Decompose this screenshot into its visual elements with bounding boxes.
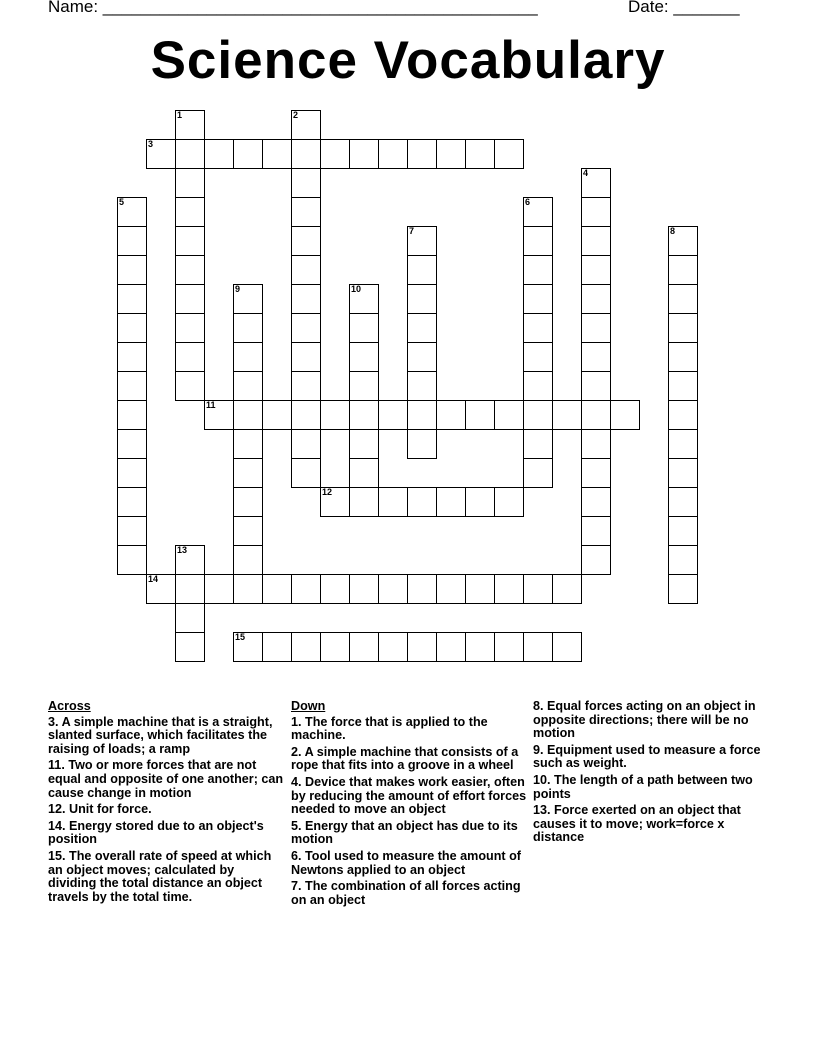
crossword-cell[interactable] bbox=[233, 371, 263, 401]
crossword-cell[interactable] bbox=[320, 139, 350, 169]
crossword-cell[interactable] bbox=[349, 313, 379, 343]
clue-number-label: 2 bbox=[293, 110, 299, 120]
crossword-cell[interactable] bbox=[233, 545, 263, 575]
crossword-cell[interactable] bbox=[233, 516, 263, 546]
crossword-cell[interactable] bbox=[117, 458, 147, 488]
down-heading: Down bbox=[291, 699, 326, 713]
across-clues bbox=[48, 700, 284, 907]
crossword-cell[interactable] bbox=[581, 545, 611, 575]
crossword-cell[interactable] bbox=[175, 168, 205, 198]
crossword-cell[interactable] bbox=[436, 139, 466, 169]
crossword-cell[interactable] bbox=[175, 545, 205, 575]
clue-number: 8. bbox=[533, 699, 544, 713]
clue-number: 1. bbox=[291, 714, 302, 729]
crossword-cell[interactable] bbox=[465, 139, 495, 169]
crossword-cell[interactable] bbox=[407, 574, 437, 604]
clue-number-label: 13 bbox=[177, 545, 188, 555]
crossword-cell[interactable] bbox=[291, 255, 321, 285]
crossword-cell[interactable] bbox=[523, 284, 553, 314]
crossword-cell[interactable] bbox=[291, 458, 321, 488]
crossword-cell[interactable] bbox=[233, 632, 263, 662]
crossword-cell[interactable] bbox=[117, 545, 147, 575]
crossword-cell[interactable] bbox=[175, 632, 205, 662]
crossword-cell[interactable] bbox=[378, 632, 408, 662]
down-clues-continued bbox=[533, 700, 773, 848]
clue-item bbox=[291, 746, 529, 773]
crossword-cell[interactable] bbox=[291, 226, 321, 256]
crossword-cell[interactable] bbox=[117, 313, 147, 343]
crossword-cell[interactable] bbox=[465, 632, 495, 662]
clue-number-label: 4 bbox=[583, 168, 589, 178]
crossword-cell[interactable] bbox=[552, 632, 582, 662]
clue-number-label: 5 bbox=[119, 197, 125, 207]
crossword-cell[interactable] bbox=[349, 487, 379, 517]
crossword-cell[interactable] bbox=[233, 458, 263, 488]
crossword-cell[interactable] bbox=[465, 400, 495, 430]
crossword-cell[interactable] bbox=[117, 429, 147, 459]
clue-number: 10. bbox=[533, 772, 551, 787]
clue-number: 3. bbox=[48, 714, 59, 729]
clue-item bbox=[291, 820, 529, 847]
clue-number: 4. bbox=[291, 774, 302, 789]
crossword-cell[interactable] bbox=[117, 487, 147, 517]
crossword-cell[interactable] bbox=[117, 255, 147, 285]
crossword-cell[interactable] bbox=[668, 516, 698, 546]
crossword-cell[interactable] bbox=[436, 632, 466, 662]
clue-number: 14. bbox=[48, 818, 66, 833]
crossword-cell[interactable] bbox=[204, 574, 234, 604]
crossword-cell[interactable] bbox=[291, 429, 321, 459]
crossword-cell[interactable] bbox=[581, 371, 611, 401]
crossword-cell[interactable] bbox=[581, 516, 611, 546]
clue-number-label: 9 bbox=[235, 284, 241, 294]
crossword-cell[interactable] bbox=[523, 632, 553, 662]
crossword-cell[interactable] bbox=[668, 429, 698, 459]
clue-item bbox=[291, 850, 529, 877]
clue-number: 9. bbox=[533, 742, 544, 757]
crossword-cell[interactable] bbox=[320, 400, 350, 430]
crossword-cell[interactable] bbox=[349, 139, 379, 169]
crossword-cell[interactable] bbox=[349, 429, 379, 459]
crossword-cell[interactable] bbox=[581, 284, 611, 314]
crossword-cell[interactable] bbox=[233, 487, 263, 517]
crossword-cell[interactable] bbox=[668, 313, 698, 343]
crossword-cell[interactable] bbox=[407, 226, 437, 256]
clue-text: Energy stored due to an object's position bbox=[48, 818, 264, 847]
crossword-cell[interactable] bbox=[320, 487, 350, 517]
crossword-cell[interactable] bbox=[668, 255, 698, 285]
crossword-cell[interactable] bbox=[291, 139, 321, 169]
clue-item bbox=[533, 700, 773, 741]
crossword-cell[interactable] bbox=[320, 574, 350, 604]
crossword-cell[interactable] bbox=[204, 400, 234, 430]
clue-number: 2. bbox=[291, 744, 302, 759]
crossword-cell[interactable] bbox=[320, 632, 350, 662]
down-clues bbox=[291, 700, 529, 910]
crossword-cell[interactable] bbox=[668, 284, 698, 314]
crossword-cell[interactable] bbox=[407, 487, 437, 517]
crossword-cell[interactable] bbox=[668, 226, 698, 256]
crossword-cell[interactable] bbox=[523, 429, 553, 459]
crossword-cell[interactable] bbox=[117, 516, 147, 546]
crossword-cell[interactable] bbox=[465, 574, 495, 604]
crossword-cell[interactable] bbox=[291, 400, 321, 430]
crossword-cell[interactable] bbox=[552, 574, 582, 604]
clue-text: A simple machine that consists of a rope that fits into a groove in a wheel bbox=[291, 744, 519, 773]
crossword-cell[interactable] bbox=[523, 400, 553, 430]
crossword-cell[interactable] bbox=[175, 342, 205, 372]
clue-item bbox=[48, 759, 284, 800]
crossword-cell[interactable] bbox=[668, 342, 698, 372]
crossword-cell[interactable] bbox=[349, 632, 379, 662]
clue-text: Device that makes work easier, often by reducing the amount of effort forces needed to move an object bbox=[291, 774, 527, 817]
crossword-cell[interactable] bbox=[523, 371, 553, 401]
crossword-cell[interactable] bbox=[175, 139, 205, 169]
crossword-cell[interactable] bbox=[262, 632, 292, 662]
crossword-cell[interactable] bbox=[117, 197, 147, 227]
clue-number: 11. bbox=[48, 758, 65, 773]
crossword-cell[interactable] bbox=[204, 139, 234, 169]
date-field-label: Date: _______ bbox=[628, 0, 740, 16]
crossword-cell[interactable] bbox=[378, 574, 408, 604]
clue-number-label: 14 bbox=[148, 574, 159, 584]
crossword-cell[interactable] bbox=[407, 284, 437, 314]
crossword-cell[interactable] bbox=[523, 458, 553, 488]
crossword-cell[interactable] bbox=[146, 574, 176, 604]
crossword-cell[interactable] bbox=[262, 574, 292, 604]
crossword-cell[interactable] bbox=[262, 400, 292, 430]
clue-text: Force exerted on an object that causes it to move; work=force x distance bbox=[533, 803, 741, 845]
crossword-cell[interactable] bbox=[407, 139, 437, 169]
crossword-cell[interactable] bbox=[175, 197, 205, 227]
crossword-cell[interactable] bbox=[581, 487, 611, 517]
crossword-cell[interactable] bbox=[117, 342, 147, 372]
crossword-cell[interactable] bbox=[494, 139, 524, 169]
clue-number-label: 1 bbox=[177, 110, 183, 120]
clue-item bbox=[533, 744, 773, 771]
crossword-cell[interactable] bbox=[581, 458, 611, 488]
page-title: Science Vocabulary bbox=[150, 31, 666, 90]
clue-text: Unit for force. bbox=[69, 802, 152, 817]
clue-item bbox=[533, 804, 773, 845]
crossword-cell[interactable] bbox=[523, 313, 553, 343]
crossword-cell[interactable] bbox=[523, 342, 553, 372]
clue-number-label: 11 bbox=[206, 400, 216, 410]
clue-text: A simple machine that is a straight, slanted surface, which facilitates the raising of loads; a ramp bbox=[48, 714, 273, 756]
crossword-cell[interactable] bbox=[523, 574, 553, 604]
crossword-cell[interactable] bbox=[117, 284, 147, 314]
crossword-cell[interactable] bbox=[233, 139, 263, 169]
clue-item bbox=[48, 716, 284, 757]
crossword-cell[interactable] bbox=[436, 400, 466, 430]
crossword-cell[interactable] bbox=[233, 574, 263, 604]
crossword-cell[interactable] bbox=[233, 284, 263, 314]
crossword-cell[interactable] bbox=[378, 400, 408, 430]
crossword-cell[interactable] bbox=[175, 603, 205, 633]
crossword-cell[interactable] bbox=[610, 400, 640, 430]
crossword-cell[interactable] bbox=[668, 545, 698, 575]
clue-text: Tool used to measure the amount of Newtons applied to an object bbox=[291, 848, 521, 877]
crossword-cell[interactable] bbox=[291, 168, 321, 198]
crossword-cell[interactable] bbox=[349, 284, 379, 314]
crossword-cell[interactable] bbox=[581, 400, 611, 430]
crossword-cell[interactable] bbox=[581, 226, 611, 256]
crossword-cell[interactable] bbox=[407, 400, 437, 430]
crossword-cell[interactable] bbox=[523, 226, 553, 256]
clue-number: 15. bbox=[48, 848, 66, 863]
crossword-cell[interactable] bbox=[175, 313, 205, 343]
clue-number: 12. bbox=[48, 802, 66, 817]
clue-number-label: 8 bbox=[670, 226, 676, 236]
crossword-cell[interactable] bbox=[291, 371, 321, 401]
crossword-cell[interactable] bbox=[146, 139, 176, 169]
crossword-cell[interactable] bbox=[407, 255, 437, 285]
crossword-cell[interactable] bbox=[175, 284, 205, 314]
clue-text: The length of a path between two points bbox=[533, 772, 753, 801]
crossword-cell[interactable] bbox=[117, 371, 147, 401]
crossword-cell[interactable] bbox=[407, 429, 437, 459]
crossword-cell[interactable] bbox=[378, 139, 408, 169]
crossword-cell[interactable] bbox=[523, 197, 553, 227]
clue-text: Energy that an object has due to its motion bbox=[291, 818, 518, 847]
crossword-cell[interactable] bbox=[494, 400, 524, 430]
across-clue-list bbox=[48, 716, 284, 905]
down-clue-list-continued bbox=[533, 700, 773, 845]
down-clue-list bbox=[291, 716, 529, 908]
crossword-cell[interactable] bbox=[349, 574, 379, 604]
crossword-cell[interactable] bbox=[523, 255, 553, 285]
crossword-cell[interactable] bbox=[175, 371, 205, 401]
crossword-cell[interactable] bbox=[262, 139, 292, 169]
clue-text: The force that is applied to the machine. bbox=[291, 714, 488, 743]
crossword-cell[interactable] bbox=[552, 400, 582, 430]
crossword-cell[interactable] bbox=[378, 487, 408, 517]
clue-number-label: 15 bbox=[235, 632, 246, 642]
crossword-cell[interactable] bbox=[291, 574, 321, 604]
clue-number: 7. bbox=[291, 879, 302, 894]
clue-number-label: 3 bbox=[148, 139, 154, 149]
crossword-cell[interactable] bbox=[233, 400, 263, 430]
clue-item bbox=[291, 716, 529, 743]
crossword-cell[interactable] bbox=[117, 400, 147, 430]
crossword-cell[interactable] bbox=[668, 400, 698, 430]
crossword-cell[interactable] bbox=[233, 342, 263, 372]
crossword-cell[interactable] bbox=[581, 168, 611, 198]
crossword-cell[interactable] bbox=[175, 226, 205, 256]
crossword-cell[interactable] bbox=[291, 197, 321, 227]
clue-number: 6. bbox=[291, 848, 302, 863]
crossword-cell[interactable] bbox=[233, 429, 263, 459]
crossword-cell[interactable] bbox=[407, 371, 437, 401]
crossword-cell[interactable] bbox=[581, 429, 611, 459]
crossword-cell[interactable] bbox=[436, 574, 466, 604]
clue-text: Equal forces acting on an object in opposite directions; there will be no motion bbox=[533, 699, 756, 741]
clue-number: 13. bbox=[533, 803, 551, 818]
clue-text: Two or more forces that are not equal and opposite of one another; can cause change in motion bbox=[48, 758, 284, 800]
crossword-cell[interactable] bbox=[581, 342, 611, 372]
clue-number-label: 6 bbox=[525, 197, 531, 207]
crossword-cell[interactable] bbox=[668, 458, 698, 488]
crossword-cell[interactable] bbox=[349, 458, 379, 488]
clue-item bbox=[533, 774, 773, 801]
crossword-cell[interactable] bbox=[175, 110, 205, 140]
clue-item bbox=[48, 803, 284, 817]
clue-item bbox=[48, 850, 284, 904]
crossword-cell[interactable] bbox=[349, 400, 379, 430]
clue-number-label: 10 bbox=[351, 284, 362, 294]
clue-text: The combination of all forces acting on an object bbox=[291, 879, 521, 907]
clue-number-label: 7 bbox=[409, 226, 415, 236]
crossword-cell[interactable] bbox=[175, 255, 205, 285]
crossword-cell[interactable] bbox=[349, 342, 379, 372]
crossword-cell[interactable] bbox=[581, 255, 611, 285]
across-heading: Across bbox=[48, 699, 91, 713]
name-field-label: Name: ______________________________________________ bbox=[48, 0, 538, 16]
crossword-cell[interactable] bbox=[291, 110, 321, 140]
crossword-cell[interactable] bbox=[465, 487, 495, 517]
clue-item bbox=[291, 776, 529, 817]
crossword-cell[interactable] bbox=[581, 313, 611, 343]
clue-item bbox=[48, 820, 284, 847]
crossword-cell[interactable] bbox=[233, 313, 263, 343]
crossword-cell[interactable] bbox=[436, 487, 466, 517]
clue-number-label: 12 bbox=[322, 487, 333, 497]
crossword-cell[interactable] bbox=[494, 487, 524, 517]
crossword-cell[interactable] bbox=[291, 342, 321, 372]
crossword-cell[interactable] bbox=[291, 313, 321, 343]
crossword-cell[interactable] bbox=[668, 574, 698, 604]
crossword-cell[interactable] bbox=[407, 632, 437, 662]
crossword-cell[interactable] bbox=[117, 226, 147, 256]
clue-number: 5. bbox=[291, 818, 302, 833]
clue-item bbox=[291, 880, 529, 907]
clue-text: Equipment used to measure a force such as weight. bbox=[533, 742, 761, 771]
clue-text: The overall rate of speed at which an object moves; calculated by dividing the total distance an object travels by the total time. bbox=[48, 848, 272, 904]
crossword-cell[interactable] bbox=[291, 632, 321, 662]
crossword-cell[interactable] bbox=[349, 371, 379, 401]
crossword-cell[interactable] bbox=[494, 574, 524, 604]
crossword-cell[interactable] bbox=[668, 371, 698, 401]
crossword-cell[interactable] bbox=[291, 284, 321, 314]
crossword-cell[interactable] bbox=[494, 632, 524, 662]
crossword-cell[interactable] bbox=[407, 342, 437, 372]
crossword-cell[interactable] bbox=[407, 313, 437, 343]
crossword-cell[interactable] bbox=[668, 487, 698, 517]
crossword-cell[interactable] bbox=[581, 197, 611, 227]
crossword-cell[interactable] bbox=[175, 574, 205, 604]
